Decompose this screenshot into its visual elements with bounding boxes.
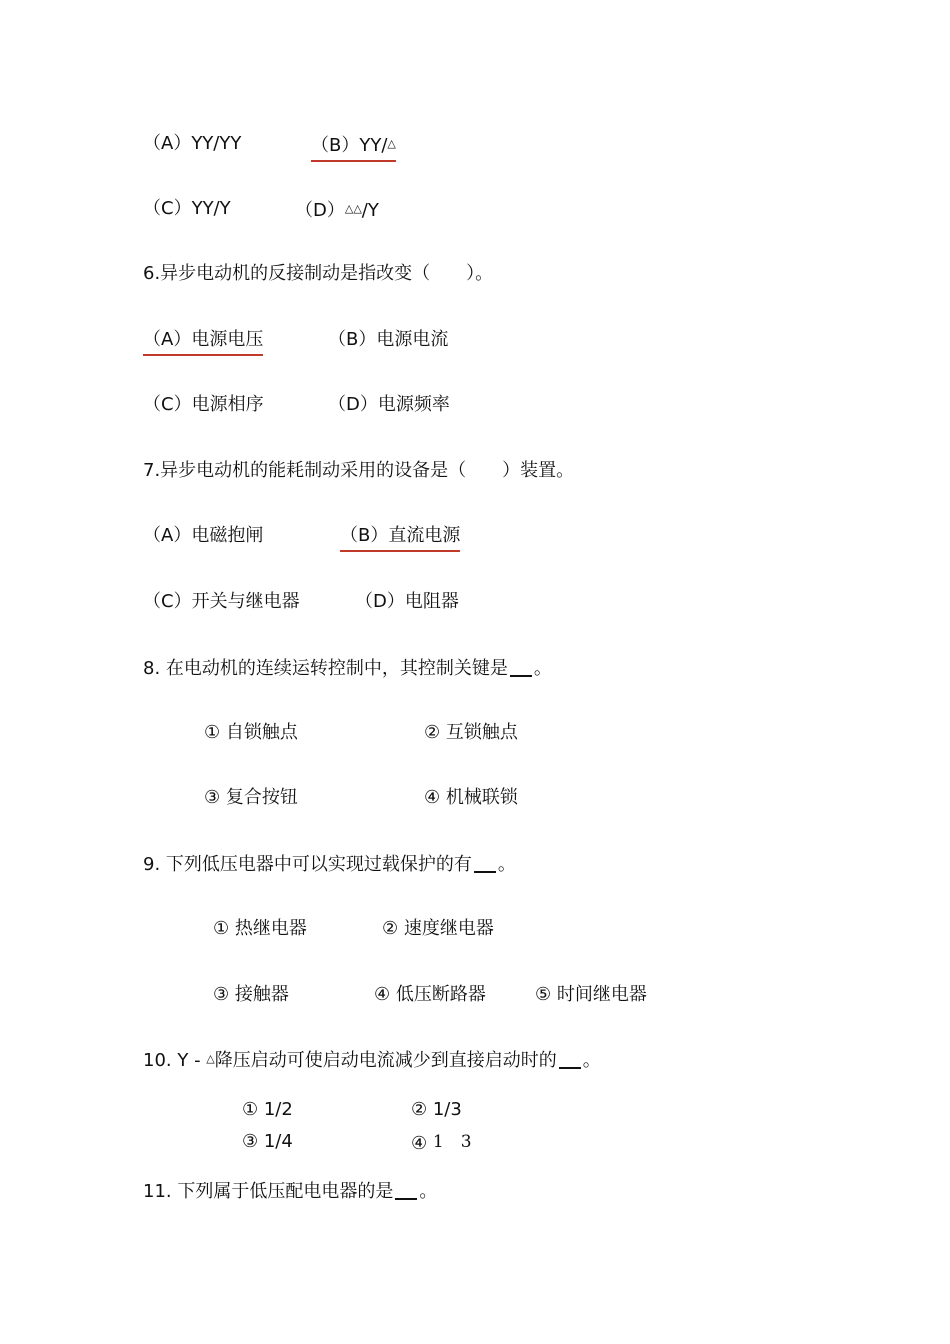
q8-option-2: ② 互锁触点 <box>424 722 518 743</box>
q10-question-end: 。 <box>582 1050 601 1071</box>
q6-question: 6.异步电动机的反接制动是指改变（ ）。 <box>143 263 494 284</box>
q8-question-text: 8. 在电动机的连续运转控制中，其控制关键是 <box>143 658 508 679</box>
q8-option-1: ① 自锁触点 <box>204 722 298 743</box>
q9-question-text: 9. 下列低压电器中可以实现过载保护的有 <box>143 854 472 875</box>
q10-question-text: 降压启动可使启动电流减少到直接启动时的 <box>214 1050 557 1071</box>
q9-answer-blank <box>474 851 496 873</box>
delta-symbol: △ <box>206 1052 215 1065</box>
q10-option-4 <box>411 1130 472 1156</box>
q5-option-d <box>295 197 379 223</box>
q5-option-b-text: （B）YY/ <box>311 135 388 156</box>
q9-option-4: ④ 低压断路器 <box>374 984 486 1005</box>
q8-option-3: ③ 复合按钮 <box>204 787 298 808</box>
q9-question-end: 。 <box>497 854 516 875</box>
delta-symbol: △ <box>387 137 396 150</box>
q7-option-a: （A）电磁抱闸 <box>143 525 264 546</box>
q9-option-3: ③ 接触器 <box>213 984 289 1005</box>
q6-option-a-answer: （A）电源电压 <box>143 328 263 356</box>
q6-option-c: （C）电源相序 <box>143 394 264 415</box>
q7-option-c: （C）开关与继电器 <box>143 591 300 612</box>
q6-option-d: （D）电源频率 <box>328 394 450 415</box>
q7-option-b-answer: （B）直流电源 <box>340 524 460 552</box>
q8-option-4: ④ 机械联锁 <box>424 787 518 808</box>
q7-question: 7.异步电动机的能耗制动采用的设备是（ ）装置。 <box>143 460 575 481</box>
q9-option-2: ② 速度继电器 <box>382 918 494 939</box>
q11-answer-blank <box>395 1178 417 1200</box>
q10-option-4-marker: ④ <box>411 1133 428 1154</box>
q5-option-d-suffix: /Y <box>361 200 379 221</box>
q11-question-text: 11. 下列属于低压配电电器的是 <box>143 1181 394 1202</box>
delta-symbol: △△ <box>344 202 362 215</box>
q10-question-prefix: 10. Y - <box>143 1050 207 1071</box>
q11-question-end: 。 <box>419 1181 438 1202</box>
q5-option-b-answer <box>311 132 396 162</box>
q7-option-d: （D）电阻器 <box>355 591 459 612</box>
q8-question-end: 。 <box>533 658 552 679</box>
q10-option-3: ③ 1/4 <box>242 1131 293 1152</box>
q10-option-2: ② 1/3 <box>411 1099 462 1120</box>
q11-question <box>143 1178 437 1204</box>
q10-question <box>143 1047 601 1073</box>
q5-option-c: （C）YY/Y <box>143 198 231 219</box>
q6-option-b: （B）电源电流 <box>328 329 449 350</box>
q10-answer-blank <box>559 1047 581 1069</box>
q10-option-1: ① 1/2 <box>242 1099 293 1120</box>
q5-option-d-prefix: （D） <box>295 200 345 221</box>
q9-question <box>143 851 516 877</box>
q5-option-a: （A）YY/YY <box>143 133 242 154</box>
q9-option-5: ⑤ 时间继电器 <box>535 984 647 1005</box>
q10-option-4-value: 1 3 <box>432 1132 472 1152</box>
q8-answer-blank <box>510 655 532 677</box>
q9-option-1: ① 热继电器 <box>213 918 307 939</box>
q8-question <box>143 655 552 681</box>
